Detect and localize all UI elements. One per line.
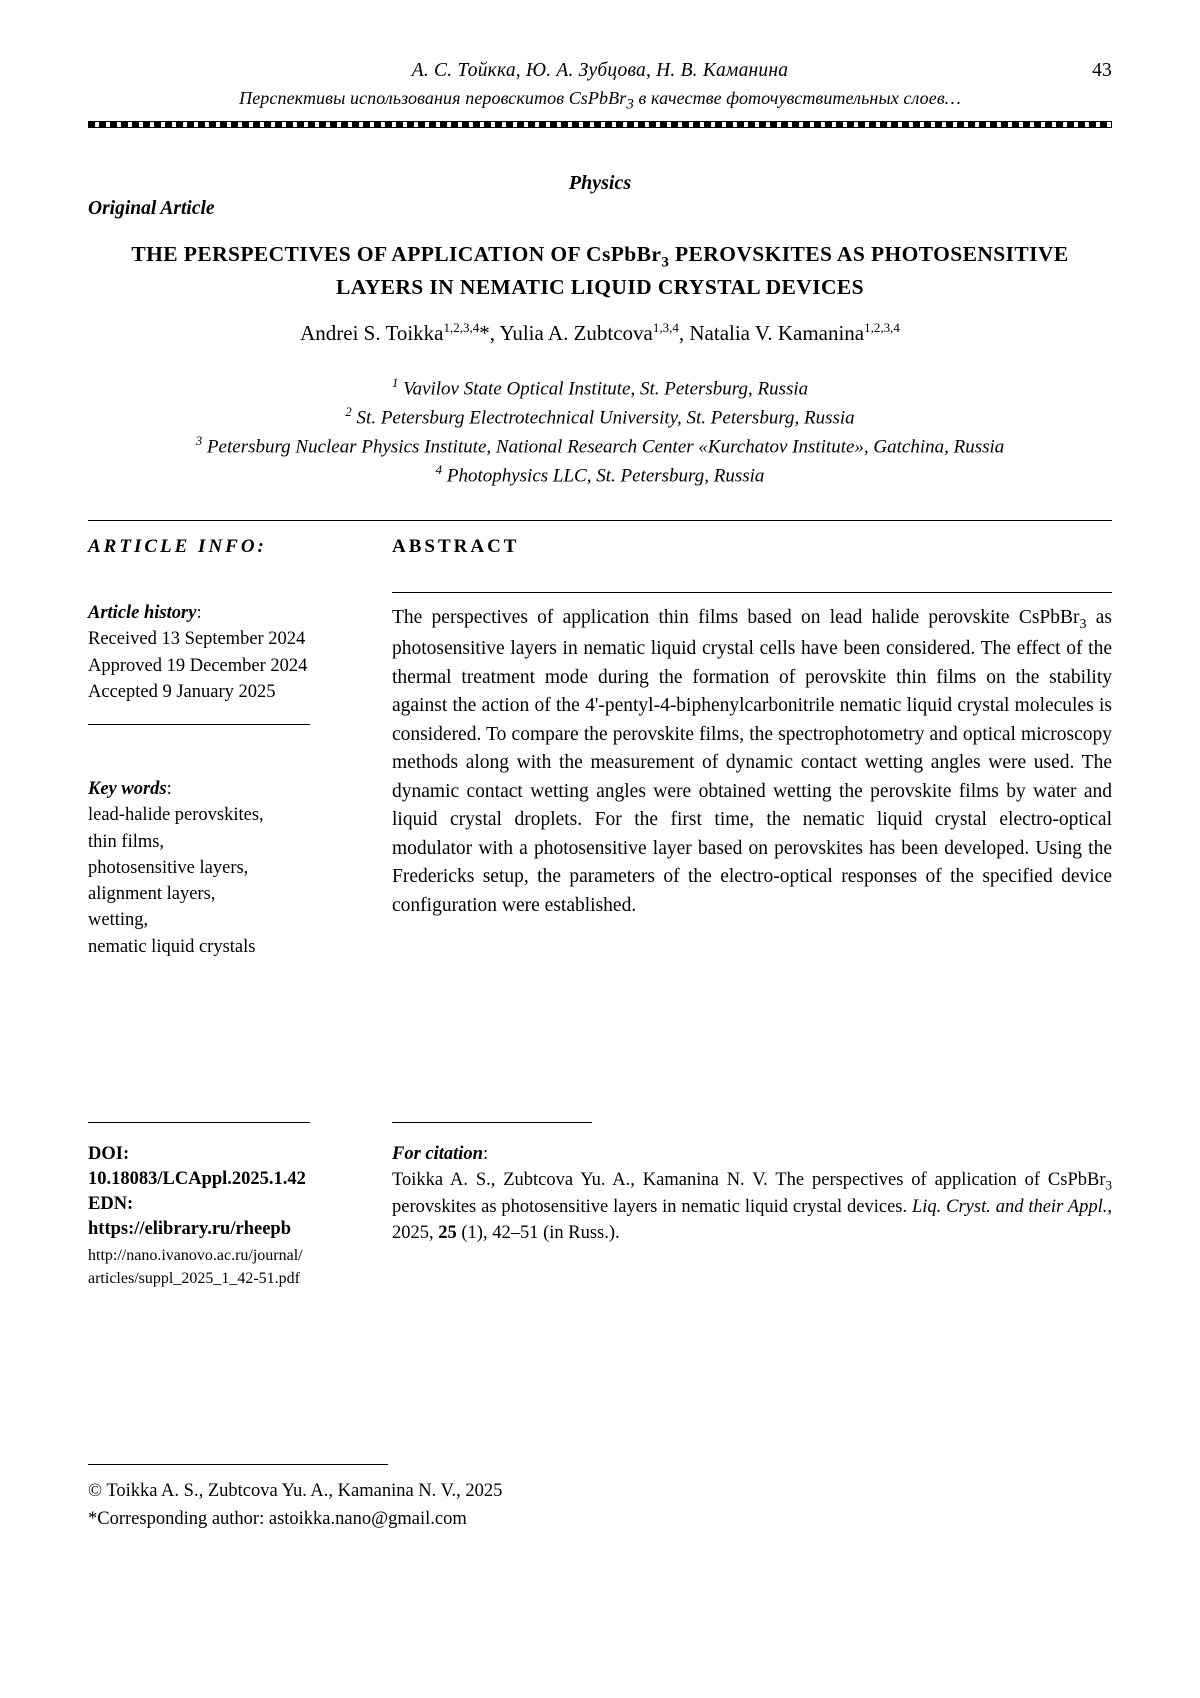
article-history-received: Received 13 September 2024 <box>88 629 306 650</box>
affiliation-3-mark: 3 <box>195 432 203 448</box>
edn-link[interactable]: https://elibrary.ru/rheepb <box>88 1219 291 1240</box>
pdf-url-line-2[interactable]: articles/suppl_2025_1_42-51.pdf <box>88 1270 300 1288</box>
article-history-approved: Approved 19 December 2024 <box>88 655 308 676</box>
article-history-label-row <box>88 600 358 626</box>
keywords-label: Key words <box>88 779 167 799</box>
affiliation-4-text: Photophysics LLC, St. Petersburg, Russia <box>446 464 765 486</box>
author-2-name: Yulia A. Zubtcova <box>499 321 653 345</box>
doi-value[interactable]: 10.18083/LCAppl.2025.1.42 <box>88 1169 306 1190</box>
affiliation-item <box>60 403 1140 432</box>
citation-block <box>392 1142 1112 1247</box>
running-head-title-pre: Перспективы использования перовскитов CsPbBr <box>239 88 627 108</box>
running-head-title-post: в качестве фоточувствительных слоев… <box>633 88 961 108</box>
author-3-name: Natalia V. Kamanina <box>689 321 865 345</box>
citation-volume: 25 <box>438 1222 457 1243</box>
affiliation-2-text: St. Petersburg Electrotechnical University, St. Petersburg, Russia <box>356 407 855 429</box>
page-number: 43 <box>1092 60 1112 81</box>
keywords-block <box>88 776 368 960</box>
footnote-block <box>88 1478 788 1534</box>
citation-part-4: (1), 42–51 (in Russ.). <box>456 1222 620 1243</box>
title-line2: LAYERS IN NEMATIC LIQUID CRYSTAL DEVICES <box>336 275 864 300</box>
pdf-url-line-1[interactable]: http://nano.ivanovo.ac.ru/journal/ <box>88 1246 303 1264</box>
keyword-item: wetting, <box>88 910 149 931</box>
citation-subscript-1: 3 <box>1105 1177 1112 1193</box>
citation-part-3: , 2025, <box>392 1196 1112 1243</box>
title-line1-post: PEROVSKITES AS PHOTOSENSITIVE <box>669 242 1069 266</box>
affiliation-4-mark: 4 <box>435 461 443 477</box>
article-history-block <box>88 600 358 705</box>
footnote-divider <box>88 1464 388 1465</box>
citation-label-row <box>392 1142 1112 1168</box>
author-1-affiliation-marks: 1,2,3,4 <box>443 320 480 335</box>
running-head-divider <box>88 121 1112 128</box>
citation-text <box>392 1168 1112 1247</box>
keyword-item: lead-halide perovskites, <box>88 805 264 826</box>
article-type-label: Original Article <box>88 198 215 219</box>
running-head-title-sub: 3 <box>626 96 634 113</box>
citation-part-1: Toikka A. S., Zubtcova Yu. A., Kamanina N. V. The perspectives of application of CsPbBr <box>392 1169 1106 1190</box>
keywords-label-row <box>88 776 368 802</box>
keyword-item: nematic liquid crystals <box>88 936 256 957</box>
author-1-name: Andrei S. Toikka <box>300 321 444 345</box>
affiliation-item <box>60 374 1140 403</box>
title-line1-sub: 3 <box>661 254 670 271</box>
corresponding-author-note: *Corresponding author: astoikka.nano@gmail.com <box>88 1508 467 1529</box>
title-line1-pre: THE PERSPECTIVES OF APPLICATION OF CsPbBr <box>131 242 662 266</box>
affiliation-1-text: Vavilov State Optical Institute, St. Petersburg, Russia <box>403 378 809 400</box>
article-history-label: Article history <box>88 603 197 623</box>
citation-journal: Liq. Cryst. and their Appl. <box>911 1196 1108 1217</box>
running-head <box>88 60 1112 128</box>
citation-divider <box>392 1122 592 1123</box>
abstract-part-1: The perspectives of application thin films based on lead halide perovskite CsPbBr <box>392 607 1080 628</box>
affiliation-3-text: Petersburg Nuclear Physics Institute, National Research Center «Kurchatov Institute», Gatchina, Russia <box>206 436 1005 458</box>
citation-label: For citation <box>392 1144 483 1164</box>
abstract-text <box>392 604 1112 920</box>
keywords-label-colon: : <box>166 779 172 799</box>
affiliation-2-mark: 2 <box>345 403 352 419</box>
article-history-label-colon: : <box>196 603 202 623</box>
affiliation-list <box>60 374 1140 490</box>
article-info-heading: ARTICLE INFO: <box>88 536 267 557</box>
keyword-item: thin films, <box>88 831 165 852</box>
running-head-authors-text: А. С. Тойкка, Ю. А. Зубцова, Н. В. Каманина <box>411 60 789 81</box>
citation-label-colon: : <box>482 1144 489 1164</box>
copyright-notice: © Toikka A. S., Zubtcova Yu. A., Kamanina N. V., 2025 <box>88 1481 503 1501</box>
author-3-affiliation-marks: 1,2,3,4 <box>864 320 900 335</box>
section-label: Physics <box>568 172 632 194</box>
page-title <box>100 240 1100 302</box>
abstract-heading: ABSTRACT <box>392 536 520 557</box>
keyword-item: alignment layers, <box>88 884 216 905</box>
affiliation-item <box>60 432 1140 461</box>
author-1-corresponding-mark: * <box>479 321 490 345</box>
affiliation-1-mark: 1 <box>391 375 399 390</box>
left-column-divider-1 <box>88 724 310 725</box>
info-section-divider <box>88 520 1112 521</box>
running-head-authors <box>88 60 1112 82</box>
article-history-accepted: Accepted 9 January 2025 <box>88 681 276 702</box>
doi-label: DOI: <box>88 1144 130 1164</box>
affiliation-item <box>60 461 1140 490</box>
running-head-title <box>88 88 1112 114</box>
abstract-divider <box>392 592 1112 593</box>
identifiers-block <box>88 1142 368 1290</box>
keyword-item: photosensitive layers, <box>88 857 249 878</box>
author-list: Andrei S. Toikka$^{1,2,3,4}$*, Yulia A. Zubtcova$^{1,3,4}$, Natalia V. Kamanina$^{1,2,3,4}$ <box>300 320 900 345</box>
edn-label: EDN: <box>88 1194 134 1215</box>
abstract-part-2: as photosensitive layers in nematic liquid crystal cells have been considered. The effect of the thermal treatment mode during the formation of perovskite thin films on the stability against the action of the 4'-pentyl-4-biphenylcarbonitrile nematic liquid crystal molecules is considered. To compare the perovskite films, the spectrophotometry and optical microscopy methods along with the measurement of dynamic contact wetting angles were used. The dynamic contact wetting angles were obtained wetting the perovskite films by water and liquid crystal droplets. For the first time, the nematic liquid crystal electro-optical modulator with a photosensitive layer based on perovskites has been developed. Using the Fredericks setup, the parameters of the electro-optical responses of the specified device configuration were established. <box>392 607 1112 916</box>
author-2-affiliation-marks: 1,3,4 <box>652 320 679 335</box>
abstract-subscript-1: 3 <box>1079 616 1087 632</box>
left-column-divider-2 <box>88 1122 310 1123</box>
citation-part-2: perovskites as photosensitive layers in nematic liquid crystal devices. <box>392 1196 912 1217</box>
